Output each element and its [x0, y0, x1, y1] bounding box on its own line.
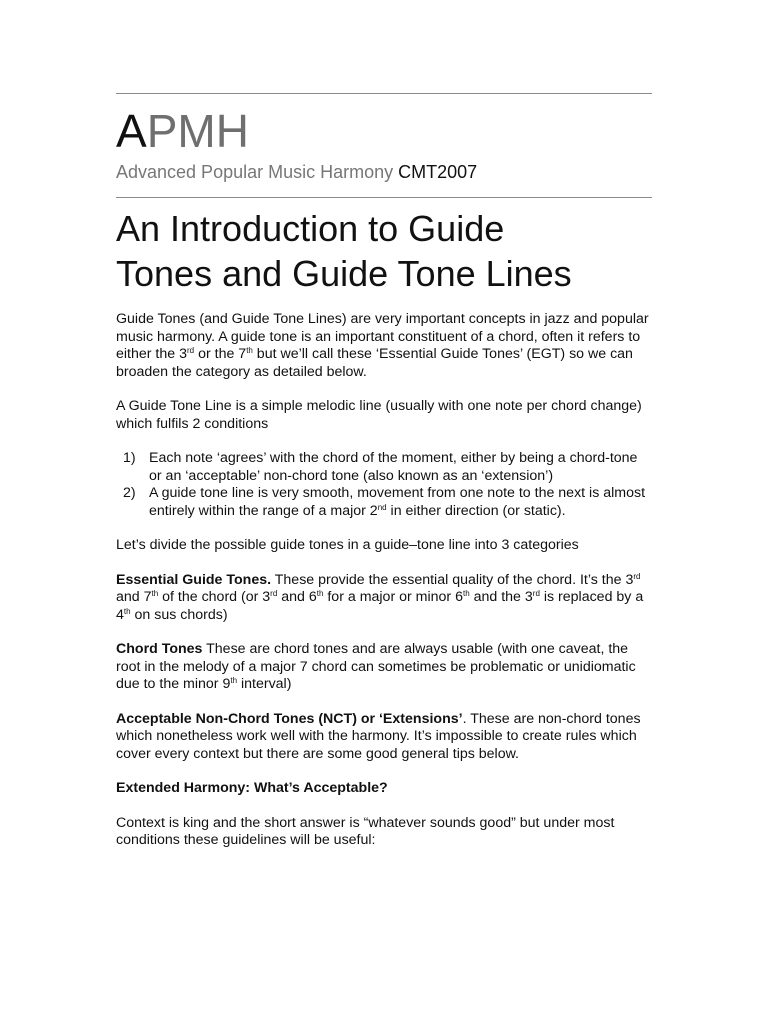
gtl-intro-paragraph: A Guide Tone Line is a simple melodic line (usually with one note per chord change) which fulfils 2 conditions [116, 398, 642, 432]
chord-tones-sup: th [230, 676, 238, 685]
logo-rest: PMH [146, 105, 249, 157]
condition-sup: nd [377, 502, 387, 512]
essential-label: Essential Guide Tones. [116, 571, 272, 588]
essential-sup: rd [270, 589, 278, 598]
essential-sup: th [316, 589, 324, 598]
intro-text-2: or the 7 [194, 346, 247, 362]
condition-text-1: A guide tone line is very smooth, movement from one note to the next is almost entirely within the range of a major 2 [149, 485, 646, 519]
conditions-list [116, 450, 652, 520]
intro-text-3: but we’ll call these ‘Essential Guide Tones’ (EGT) so we can broaden the category as detailed below. [116, 346, 633, 380]
condition-item [116, 450, 653, 485]
nct-label: Acceptable Non-Chord Tones (NCT) or ‘Extensions’ [116, 710, 463, 727]
essential-sup: th [462, 589, 470, 598]
page-title [116, 206, 656, 296]
document-body [116, 311, 652, 867]
nct-text: . These are non-chord tones which nonetheless work well with the harmony. It’s impossible to create rules which cover every context but there are some good general tips below. [116, 710, 641, 762]
intro-sup-2: th [246, 346, 253, 355]
essential-text: is replaced by a 4 [116, 589, 644, 623]
intro-text-1: Guide Tones (and Guide Tone Lines) are very important concepts in jazz and popular music harmony. A guide tone is an important constituent of a chord, often it refers to either the 3 [116, 311, 649, 362]
extended-harmony-heading [116, 780, 652, 798]
essential-sup: th [151, 589, 159, 598]
logo-first-letter: A [116, 105, 147, 157]
condition-text-2: in either direction (or static). [386, 502, 566, 519]
intro-paragraph [116, 311, 652, 381]
chord-tones-text: interval) [237, 676, 292, 692]
top-rule [116, 93, 652, 94]
apmh-logo [116, 104, 249, 158]
title-line-2: Tones and Guide Tone Lines [116, 253, 572, 294]
course-subtitle [116, 160, 477, 184]
essential-sup: th [123, 606, 131, 616]
essential-sup: rd [633, 571, 641, 581]
extended-harmony-heading-text: Extended Harmony: What’s Acceptable? [116, 780, 388, 796]
condition-text: Each note ‘agrees’ with the chord of the moment, either by being a chord-tone or an ‘acceptable’ non-chord tone (also known as an ‘extension’) [149, 450, 638, 484]
chord-tones-label: Chord Tones [116, 641, 203, 657]
divide-paragraph: Let’s divide the possible guide tones in a guide–tone line into 3 categories [116, 537, 579, 553]
context-paragraph: Context is king and the short answer is “whatever sounds good” but under most conditions these guidelines will be useful: [116, 814, 615, 848]
condition-item [116, 485, 653, 520]
title-line-1: An Introduction to Guide [116, 208, 505, 249]
essential-text: of the chord (or 3 [158, 589, 271, 605]
course-name: Advanced Popular Music Harmony [116, 162, 394, 182]
essential-text: and the 3 [469, 589, 533, 605]
essential-text: on sus chords) [130, 606, 228, 623]
condition-number: 1) [123, 450, 136, 466]
chord-tones-text: These are chord tones and are always usable (with one caveat, the root in the melody of a major 7 chord can sometimes be problematic or unidiomatic due to the minor 9 [116, 641, 636, 692]
course-code: CMT2007 [398, 162, 478, 182]
essential-text: for a major or minor 6 [323, 589, 463, 605]
essential-guide-tones-paragraph [116, 572, 652, 625]
essential-text: and 7 [116, 589, 152, 605]
intro-sup-1: rd [187, 346, 195, 355]
essential-sup: rd [532, 589, 540, 598]
essential-text: and 6 [277, 589, 317, 605]
condition-number: 2) [123, 485, 136, 501]
header-rule [116, 197, 652, 198]
chord-tones-paragraph [116, 641, 652, 694]
nct-paragraph [116, 711, 652, 764]
essential-text: These provide the essential quality of the chord. It’s the 3 [271, 571, 634, 588]
